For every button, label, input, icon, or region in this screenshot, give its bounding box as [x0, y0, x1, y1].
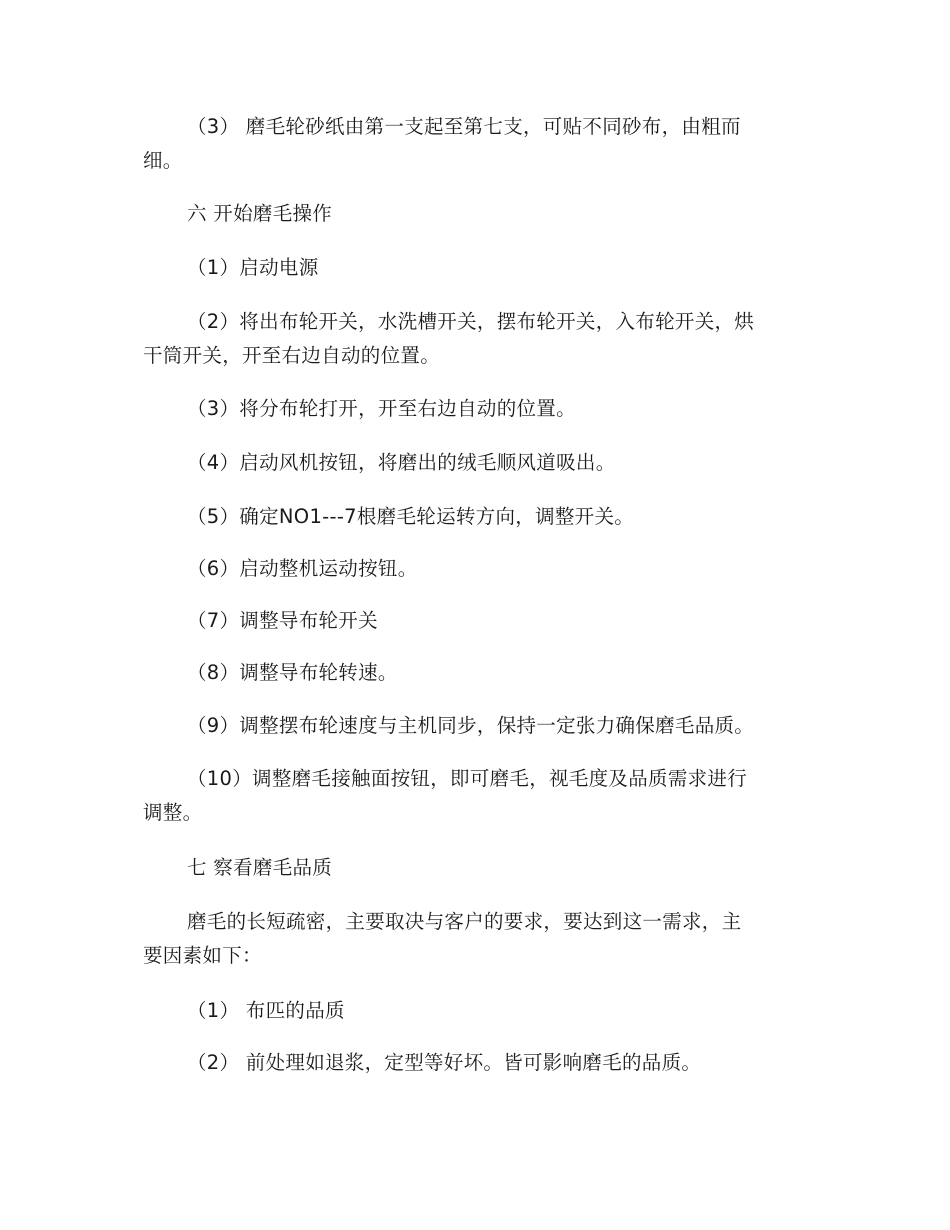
section-heading-text: 六 开始磨毛操作: [187, 202, 333, 225]
list-item-step-3: [143, 392, 803, 426]
paragraph-line: （2） 前处理如退浆，定型等好坏。皆可影响磨毛的品质。: [187, 1051, 702, 1074]
paragraph-line: （9）调整摆布轮速度与主机同步，保持一定张力确保磨毛品质。: [187, 714, 755, 737]
list-item-step-7: [143, 604, 803, 638]
paragraph-line: （4）启动风机按钮，将磨出的绒毛顺风道吸出。: [187, 451, 616, 474]
paragraph-line: 细。: [143, 149, 183, 172]
paragraph-line: 调整。: [143, 801, 203, 824]
paragraph-line: （1） 布匹的品质: [187, 999, 345, 1022]
paragraph-line: （5）确定NO1---7根磨毛轮运转方向，调整开关。: [187, 505, 635, 528]
list-item-step-8: [143, 656, 803, 690]
paragraph-line: 干筒开关，开至右边自动的位置。: [143, 344, 441, 367]
paragraph-line: （10）调整磨毛接触面按钮，即可磨毛，视毛度及品质需求进行: [187, 767, 748, 790]
paragraph-line: （3）将分布轮打开，开至右边自动的位置。: [187, 397, 576, 420]
paragraph-line: （3） 磨毛轮砂纸由第一支起至第七支，可贴不同砂布，由粗而: [187, 115, 741, 138]
section-heading-text: 七 察看磨毛品质: [187, 856, 333, 879]
list-item-step-10: [143, 762, 803, 830]
list-item-step-2: [143, 305, 803, 373]
list-item-step-1: [143, 251, 803, 285]
section-heading-start-operation: [143, 197, 803, 231]
paragraph-sandpaper-order: [143, 110, 803, 178]
section-heading-inspect-quality: [143, 851, 803, 885]
paragraph-line: （2）将出布轮开关，水洗槽开关，摆布轮开关，入布轮开关，烘: [187, 310, 755, 333]
list-item-step-6: [143, 552, 803, 586]
paragraph-quality-factors: [143, 905, 803, 973]
paragraph-line: （8）调整导布轮转速。: [187, 661, 398, 684]
list-item-step-9: [143, 709, 803, 743]
paragraph-line: 要因素如下：: [143, 944, 262, 967]
paragraph-line: （1）启动电源: [187, 256, 319, 279]
paragraph-line: （6）启动整机运动按钮。: [187, 557, 418, 580]
paragraph-line: 磨毛的长短疏密，主要取决与客户的要求，要达到这一需求，主: [187, 910, 742, 933]
list-item-factor-1: [143, 994, 803, 1028]
paragraph-line: （7）调整导布轮开关: [187, 609, 378, 632]
list-item-step-4: [143, 446, 803, 480]
list-item-step-5: [143, 500, 803, 534]
list-item-factor-2: [143, 1046, 803, 1080]
